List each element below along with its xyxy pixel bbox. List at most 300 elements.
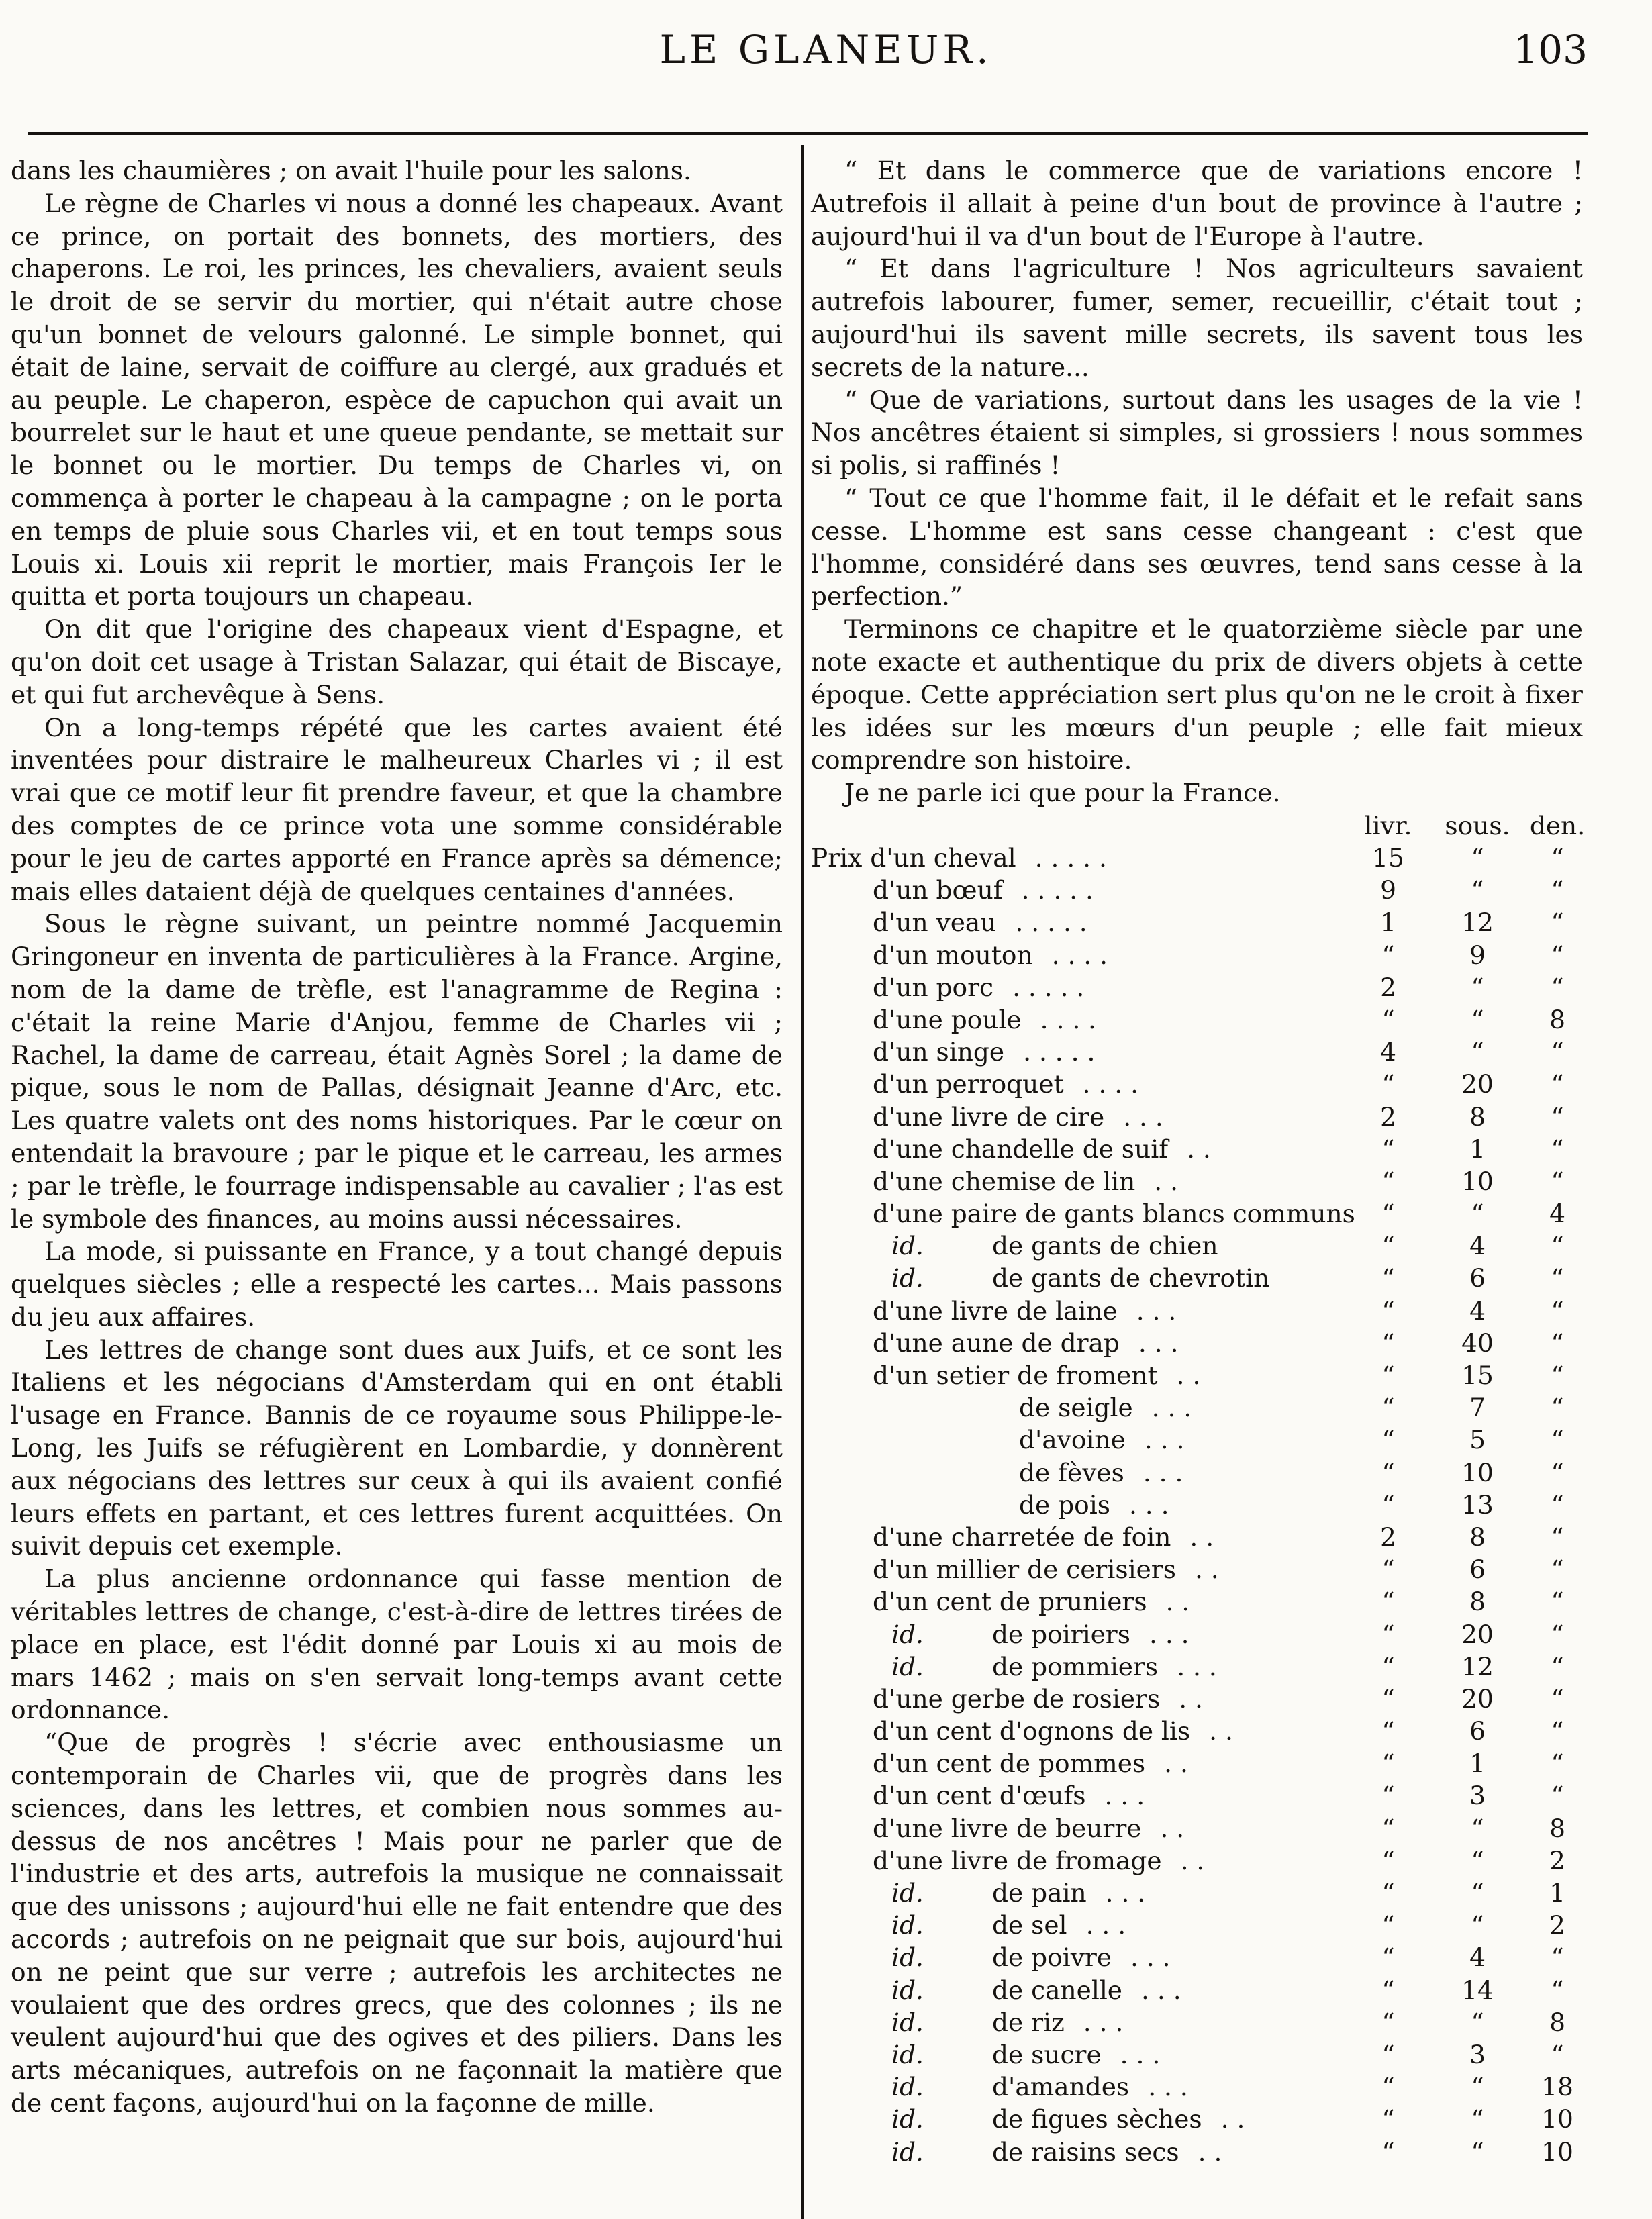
leader-dots: . . bbox=[1165, 1587, 1190, 1617]
leader-dots: . . bbox=[1220, 2104, 1245, 2134]
price-row bbox=[811, 1199, 1583, 1231]
price-item bbox=[891, 1231, 1218, 1261]
leader-dots: . . . . bbox=[1040, 1004, 1097, 1034]
price-row bbox=[811, 2137, 1583, 2169]
price-sous: 10 bbox=[1461, 1166, 1494, 1196]
price-livr: “ bbox=[1381, 1716, 1395, 1746]
price-sous: 1 bbox=[1469, 1134, 1486, 1164]
price-row bbox=[811, 1942, 1583, 1975]
price-den: “ bbox=[1551, 1619, 1564, 1649]
price-item-label: de riz bbox=[992, 2007, 1065, 2037]
paragraph: La mode, si puissante en France, y a tout changé depuis quelques siècles ; elle a respecté les cartes... Mais passons du jeu aux affaires. bbox=[11, 1236, 783, 1332]
price-livr: “ bbox=[1381, 2104, 1395, 2134]
price-item-label: d'un singe bbox=[873, 1037, 1005, 1067]
leader-dots: . . . . . bbox=[1015, 907, 1087, 938]
paragraph: Le règne de Charles vi nous a donné les chapeaux. Avant ce prince, on portait des bonnets, des mortiers, des chaperons. Le roi, les princes, les chevaliers, avaient seuls le droit de se servir du mortier, qui n'était autre chose qu'un bonnet de velours galonné. Le simple bonnet, qui était de laine, servait de coiffure au clergé, aux gradués et au peuple. Le chaperon, espèce de capuchon qui avait un bourrelet sur le haut et une queue pendante, se mettait sur le bonnet ou le mortier. Du temps de Charles vi, on commença à porter le chapeau à la campagne ; on le porta en temps de pluie sous Charles vii, et en tout temps sous Louis xi. Louis xii reprit le mortier, mais François Ier le quitta et porta toujours un chapeau. bbox=[11, 188, 783, 611]
price-sous: “ bbox=[1471, 2072, 1484, 2102]
column-divider bbox=[801, 145, 804, 2219]
price-item-label: d'un bœuf bbox=[873, 875, 1003, 905]
ditto-prefix: id. bbox=[891, 2007, 924, 2037]
paragraph: La plus ancienne ordonnance qui fasse mention de véritables lettres de change, c'est-à-dire de lettres tirées de place en place, est l'édit donné par Louis xi au mois de mars 1462 ; mais on s'en servait long-temps avant cette ordonnance. bbox=[11, 1564, 783, 1725]
price-item-label: d'une charretée de foin bbox=[873, 1522, 1171, 1552]
ditto-prefix: id. bbox=[891, 2039, 924, 2069]
price-item bbox=[873, 1102, 1163, 1132]
price-sous: 8 bbox=[1469, 1587, 1486, 1617]
price-livr: “ bbox=[1381, 1393, 1395, 1423]
leader-dots: . . . bbox=[1144, 1425, 1185, 1455]
leader-dots: . . . . bbox=[1051, 940, 1108, 970]
price-item bbox=[1019, 1393, 1192, 1422]
price-den: “ bbox=[1551, 1683, 1564, 1714]
price-item-label: d'un cent d'œufs bbox=[873, 1781, 1086, 1811]
leader-dots: . . . bbox=[1143, 1457, 1183, 1487]
leader-dots: . . bbox=[1194, 1555, 1219, 1585]
price-sous: 1 bbox=[1469, 1748, 1486, 1779]
price-den: “ bbox=[1551, 1037, 1564, 1067]
price-sous: 10 bbox=[1461, 1457, 1494, 1487]
price-row bbox=[811, 940, 1583, 973]
price-den: “ bbox=[1551, 875, 1564, 905]
price-sous: 40 bbox=[1461, 1328, 1494, 1358]
price-livr: “ bbox=[1381, 1069, 1395, 1099]
price-livr: “ bbox=[1381, 2039, 1395, 2069]
price-item bbox=[873, 1037, 1095, 1067]
price-item-label: d'un setier de froment bbox=[873, 1361, 1158, 1390]
price-sous: “ bbox=[1471, 1037, 1484, 1067]
price-livr: “ bbox=[1381, 1004, 1395, 1034]
price-den: “ bbox=[1551, 1457, 1564, 1487]
price-item bbox=[873, 940, 1108, 970]
page-header bbox=[0, 27, 1652, 87]
ditto-prefix: id. bbox=[891, 2136, 924, 2167]
ditto-prefix: id. bbox=[891, 1231, 924, 1261]
price-item-label: de gants de chien bbox=[992, 1231, 1218, 1261]
price-row bbox=[811, 1587, 1583, 1619]
price-item-label: de pommiers bbox=[992, 1651, 1159, 1681]
price-den: “ bbox=[1551, 1166, 1564, 1196]
price-row bbox=[811, 1652, 1583, 1684]
price-sous: 3 bbox=[1469, 1781, 1486, 1811]
price-item bbox=[891, 2072, 1188, 2102]
price-item-label: d'une gerbe de rosiers bbox=[873, 1683, 1161, 1714]
price-row bbox=[811, 1620, 1583, 1652]
price-livr: “ bbox=[1381, 1878, 1395, 1908]
price-item bbox=[891, 1620, 1189, 1649]
leader-dots: . . . . . bbox=[1034, 843, 1107, 873]
price-item bbox=[873, 1846, 1204, 1875]
column-header-den: den. bbox=[1529, 811, 1586, 840]
price-item-label: d'une livre de beurre bbox=[873, 1813, 1142, 1843]
price-row bbox=[811, 1490, 1583, 1522]
paragraph: Les lettres de change sont dues aux Juifs, et ce sont les Italiens et les négocians d'Amsterdam qui en ont établi l'usage en France. Bannis de ce royaume sous Philippe-le-Long, les Juifs se réfugièrent en Lombardie, y donnèrent aux négocians des lettres sur ceux à qui ils avaient confié leurs effets en partant, et ces lettres furent acquittées. On suivit depuis cet exemple. bbox=[11, 1334, 783, 1561]
price-item-label: Prix d'un cheval bbox=[811, 843, 1016, 873]
price-item bbox=[873, 875, 1094, 905]
price-livr: 9 bbox=[1380, 875, 1396, 905]
price-sous: “ bbox=[1471, 875, 1484, 905]
price-den: “ bbox=[1551, 1361, 1564, 1390]
price-sous: 6 bbox=[1469, 1555, 1486, 1585]
ditto-prefix: id. bbox=[891, 1619, 924, 1649]
price-item bbox=[1019, 1425, 1184, 1454]
price-sous: 7 bbox=[1469, 1393, 1486, 1423]
price-row bbox=[811, 1846, 1583, 1878]
price-sous: 5 bbox=[1469, 1425, 1486, 1455]
price-item-label: d'un porc bbox=[873, 972, 994, 1002]
price-row bbox=[811, 2040, 1583, 2072]
price-sous: 4 bbox=[1469, 1231, 1486, 1261]
ditto-prefix: id. bbox=[891, 1651, 924, 1681]
price-row bbox=[811, 1037, 1583, 1069]
leader-dots: . . bbox=[1187, 1134, 1211, 1164]
price-row bbox=[811, 1910, 1583, 1942]
price-item-label: d'un veau bbox=[873, 907, 997, 938]
price-livr: “ bbox=[1381, 1683, 1395, 1714]
price-sous: “ bbox=[1471, 972, 1484, 1002]
price-den: “ bbox=[1551, 1716, 1564, 1746]
price-row bbox=[811, 1296, 1583, 1328]
price-den: “ bbox=[1551, 1069, 1564, 1099]
paragraph: “ Et dans le commerce que de variations encore ! Autrefois il allait à peine d'un bout de province à l'autre ; aujourd'hui il va d'un bout de l'Europe à l'autre. bbox=[811, 156, 1583, 251]
page-number: 103 bbox=[1513, 27, 1588, 72]
price-item-label: d'un perroquet bbox=[873, 1069, 1064, 1099]
leader-dots: . . . bbox=[1177, 1651, 1217, 1681]
price-livr: “ bbox=[1381, 1263, 1395, 1293]
price-row bbox=[811, 1231, 1583, 1263]
leader-dots: . . bbox=[1209, 1716, 1233, 1746]
paragraph: dans les chaumières ; on avait l'huile pour les salons. bbox=[11, 156, 691, 185]
price-livr: “ bbox=[1381, 1813, 1395, 1843]
price-item bbox=[873, 973, 1084, 1002]
price-den: 8 bbox=[1549, 2007, 1565, 2037]
price-item-label: de pain bbox=[992, 1878, 1087, 1908]
price-sous: “ bbox=[1471, 1199, 1484, 1229]
price-item bbox=[891, 1878, 1145, 1908]
price-item bbox=[873, 1814, 1184, 1843]
price-sous: “ bbox=[1471, 1878, 1484, 1908]
price-item bbox=[891, 2104, 1245, 2134]
price-den: 18 bbox=[1541, 2072, 1573, 2102]
price-item bbox=[873, 1328, 1179, 1358]
right-column bbox=[811, 154, 1583, 809]
price-sous: 8 bbox=[1469, 1522, 1486, 1552]
paragraph: Terminons ce chapitre et le quatorzième siècle par une note exacte et authentique du prix de divers objets à cette époque. Cette appréciation sert plus qu'on ne le croit à fixer les idées sur les mœurs d'un peuple ; elle fait mieux comprendre son histoire. bbox=[811, 614, 1583, 775]
leader-dots: . . . bbox=[1136, 1295, 1177, 1326]
price-sous: 6 bbox=[1469, 1263, 1486, 1293]
price-row bbox=[811, 1393, 1583, 1425]
price-row bbox=[811, 1263, 1583, 1295]
price-sous: 12 bbox=[1461, 907, 1494, 938]
price-item bbox=[891, 1910, 1126, 1940]
price-sous: “ bbox=[1471, 843, 1484, 873]
price-item-label: de gants de chevrotin bbox=[992, 1263, 1270, 1293]
price-livr: “ bbox=[1381, 1457, 1395, 1487]
journal-title: LE GLANEUR. bbox=[659, 27, 993, 72]
price-item-label: d'une paire de gants blancs communs bbox=[873, 1199, 1355, 1229]
price-den: “ bbox=[1551, 1393, 1564, 1423]
price-den: 8 bbox=[1549, 1813, 1565, 1843]
paragraph: Je ne parle ici que pour la France. bbox=[844, 778, 1281, 808]
price-den: “ bbox=[1551, 1134, 1564, 1164]
price-den: 2 bbox=[1549, 1910, 1565, 1940]
leader-dots: . . . bbox=[1105, 1878, 1146, 1908]
price-item bbox=[891, 2008, 1123, 2037]
price-item bbox=[873, 1069, 1138, 1099]
price-row bbox=[811, 1458, 1583, 1490]
price-item-label: de poivre bbox=[992, 1942, 1112, 1973]
price-livr: “ bbox=[1381, 1845, 1395, 1875]
price-item bbox=[811, 843, 1107, 873]
price-row bbox=[811, 907, 1583, 940]
price-den: “ bbox=[1551, 1489, 1564, 1520]
price-sous: “ bbox=[1471, 1910, 1484, 1940]
ditto-prefix: id. bbox=[891, 1910, 924, 1940]
leader-dots: . . . bbox=[1151, 1393, 1192, 1423]
leader-dots: . . . bbox=[1123, 1101, 1163, 1132]
price-item-label: d'une livre de fromage bbox=[873, 1845, 1162, 1875]
price-item-label: de canelle bbox=[992, 1975, 1123, 2005]
price-row bbox=[811, 1102, 1583, 1134]
price-item-label: d'un mouton bbox=[873, 940, 1033, 970]
price-item bbox=[891, 1975, 1181, 2005]
price-livr: “ bbox=[1381, 1166, 1395, 1196]
price-row bbox=[811, 1361, 1583, 1393]
price-sous: 3 bbox=[1469, 2039, 1486, 2069]
price-item bbox=[891, 2040, 1160, 2069]
leader-dots: . . . bbox=[1128, 1489, 1169, 1520]
paragraph: On dit que l'origine des chapeaux vient d'Espagne, et qu'on doit cet usage à Tristan Salazar, qui était de Biscaye, et qui fut archevêque à Sens. bbox=[11, 614, 783, 709]
leader-dots: . . . bbox=[1130, 1942, 1171, 1973]
price-row bbox=[811, 1748, 1583, 1781]
leader-dots: . . bbox=[1160, 1813, 1185, 1843]
price-den: “ bbox=[1551, 940, 1564, 970]
price-item bbox=[873, 907, 1087, 937]
price-item bbox=[873, 1684, 1203, 1714]
price-item bbox=[873, 1587, 1189, 1616]
price-item-label: d'une poule bbox=[873, 1004, 1022, 1034]
price-item bbox=[1019, 1490, 1169, 1520]
price-livr: “ bbox=[1381, 1231, 1395, 1261]
price-den: “ bbox=[1551, 1975, 1564, 2005]
price-sous: 8 bbox=[1469, 1101, 1486, 1132]
price-item-label: d'avoine bbox=[1019, 1425, 1126, 1455]
price-den: “ bbox=[1551, 1651, 1564, 1681]
ditto-prefix: id. bbox=[891, 1942, 924, 1973]
price-item-label: d'un cent de pruniers bbox=[873, 1587, 1147, 1617]
leader-dots: . . bbox=[1198, 2136, 1222, 2167]
price-item bbox=[891, 1942, 1171, 1972]
price-row bbox=[811, 1684, 1583, 1716]
price-den: 4 bbox=[1549, 1199, 1565, 1229]
price-den: “ bbox=[1551, 1263, 1564, 1293]
price-item bbox=[873, 1555, 1219, 1584]
price-den: “ bbox=[1551, 1522, 1564, 1552]
price-item-label: d'une chemise de lin bbox=[873, 1166, 1136, 1196]
price-row bbox=[811, 1425, 1583, 1457]
price-item bbox=[891, 1263, 1269, 1293]
price-livr: “ bbox=[1381, 1975, 1395, 2005]
price-den: 10 bbox=[1541, 2136, 1573, 2167]
paragraph: On a long-temps répété que les cartes avaient été inventées pour distraire le malheureux Charles vi ; il est vrai que ce motif leur fit prendre faveur, et que la chambre des comptes de ce prince vota une somme considérable pour le jeu de cartes apporté en France après sa démence; mais elles dataient déjà de quelques centaines d'années. bbox=[11, 712, 783, 906]
price-item-label: d'amandes bbox=[992, 2072, 1130, 2102]
price-item bbox=[873, 1296, 1176, 1326]
leader-dots: . . . bbox=[1085, 1910, 1126, 1940]
leader-dots: . . . bbox=[1149, 1619, 1189, 1649]
price-item-label: de sucre bbox=[992, 2039, 1102, 2069]
price-livr: 2 bbox=[1380, 972, 1396, 1002]
leader-dots: . . bbox=[1179, 1683, 1203, 1714]
price-row bbox=[811, 1975, 1583, 2008]
price-item-label: de pois bbox=[1019, 1489, 1110, 1520]
price-item bbox=[873, 1361, 1200, 1390]
price-item-label: de seigle bbox=[1019, 1393, 1133, 1423]
price-row bbox=[811, 1878, 1583, 1910]
price-livr: “ bbox=[1381, 1748, 1395, 1779]
price-row bbox=[811, 1716, 1583, 1748]
price-item bbox=[891, 2137, 1222, 2167]
leader-dots: . . bbox=[1176, 1361, 1201, 1390]
price-table bbox=[811, 811, 1586, 2169]
price-den: “ bbox=[1551, 1587, 1564, 1617]
price-sous: 20 bbox=[1461, 1619, 1494, 1649]
leader-dots: . . bbox=[1189, 1522, 1214, 1552]
price-livr: “ bbox=[1381, 1910, 1395, 1940]
ditto-prefix: id. bbox=[891, 2072, 924, 2102]
price-sous: 20 bbox=[1461, 1069, 1494, 1099]
price-livr: 15 bbox=[1372, 843, 1404, 873]
price-den: 2 bbox=[1549, 1845, 1565, 1875]
price-livr: 2 bbox=[1380, 1101, 1396, 1132]
leader-dots: . . . . . bbox=[1021, 875, 1094, 905]
price-row bbox=[811, 1328, 1583, 1361]
price-den: “ bbox=[1551, 1781, 1564, 1811]
price-sous: “ bbox=[1471, 1813, 1484, 1843]
price-sous: “ bbox=[1471, 1845, 1484, 1875]
price-livr: “ bbox=[1381, 1489, 1395, 1520]
price-item-label: de fèves bbox=[1019, 1457, 1124, 1487]
price-livr: “ bbox=[1381, 1361, 1395, 1390]
leader-dots: . . . . . bbox=[1012, 972, 1085, 1002]
price-sous: 13 bbox=[1461, 1489, 1494, 1520]
price-sous: “ bbox=[1471, 2104, 1484, 2134]
price-item-label: d'un cent d'ognons de lis bbox=[873, 1716, 1191, 1746]
price-sous: 4 bbox=[1469, 1942, 1486, 1973]
price-row bbox=[811, 843, 1583, 875]
price-sous: 12 bbox=[1461, 1651, 1494, 1681]
leader-dots: . . . bbox=[1120, 2039, 1161, 2069]
price-den: “ bbox=[1551, 972, 1564, 1002]
price-row bbox=[811, 973, 1583, 1005]
price-item-label: de sel bbox=[992, 1910, 1067, 1940]
price-item bbox=[873, 1748, 1188, 1778]
price-den: “ bbox=[1551, 2039, 1564, 2069]
price-livr: “ bbox=[1381, 2072, 1395, 2102]
price-den: “ bbox=[1551, 1328, 1564, 1358]
price-row bbox=[811, 1134, 1583, 1167]
price-livr: “ bbox=[1381, 1328, 1395, 1358]
price-livr: “ bbox=[1381, 1555, 1395, 1585]
paragraph: “ Et dans l'agriculture ! Nos agriculteurs savaient autrefois labourer, fumer, semer, recueillir, c'était tout ; aujourd'hui ils savent mille secrets, ils savent tous les secrets de la nature... bbox=[811, 254, 1583, 382]
price-table-header bbox=[811, 811, 1586, 843]
price-row bbox=[811, 2072, 1583, 2104]
price-den: “ bbox=[1551, 1425, 1564, 1455]
price-row bbox=[811, 1005, 1583, 1037]
price-livr: 2 bbox=[1380, 1522, 1396, 1552]
price-item bbox=[873, 1199, 1355, 1228]
price-item bbox=[873, 1167, 1178, 1196]
price-sous: 15 bbox=[1461, 1361, 1494, 1390]
price-livr: “ bbox=[1381, 1425, 1395, 1455]
price-row bbox=[811, 2008, 1583, 2040]
price-den: “ bbox=[1551, 1231, 1564, 1261]
price-row bbox=[811, 875, 1583, 907]
leader-dots: . . bbox=[1164, 1748, 1188, 1779]
price-item bbox=[873, 1134, 1211, 1164]
price-sous: 9 bbox=[1469, 940, 1486, 970]
price-item-label: d'une chandelle de suif bbox=[873, 1134, 1169, 1164]
price-item-label: d'un cent de pommes bbox=[873, 1748, 1146, 1779]
price-row bbox=[811, 1781, 1583, 1813]
price-livr: 4 bbox=[1380, 1037, 1396, 1067]
price-item-label: de raisins secs bbox=[992, 2136, 1179, 2167]
price-livr: “ bbox=[1381, 1295, 1395, 1326]
price-item-label: d'un millier de cerisiers bbox=[873, 1555, 1176, 1585]
price-item bbox=[873, 1781, 1145, 1810]
column-header-sous: sous. bbox=[1445, 811, 1510, 840]
leader-dots: . . bbox=[1154, 1166, 1179, 1196]
price-row bbox=[811, 1555, 1583, 1587]
paragraph: “ Que de variations, surtout dans les usages de la vie ! Nos ancêtres étaient si simples, si grossiers ! nous sommes si polis, si raffinés ! bbox=[811, 385, 1583, 481]
leader-dots: . . . bbox=[1083, 2007, 1124, 2037]
price-sous: “ bbox=[1471, 1004, 1484, 1034]
price-sous: 6 bbox=[1469, 1716, 1486, 1746]
price-den: “ bbox=[1551, 907, 1564, 938]
price-item bbox=[873, 1522, 1214, 1552]
price-row bbox=[811, 1167, 1583, 1199]
price-item bbox=[873, 1716, 1233, 1746]
price-row bbox=[811, 2104, 1583, 2136]
left-column bbox=[11, 154, 783, 2120]
price-livr: “ bbox=[1381, 1942, 1395, 1973]
price-item bbox=[891, 1652, 1217, 1681]
price-den: “ bbox=[1551, 1295, 1564, 1326]
price-den: “ bbox=[1551, 1748, 1564, 1779]
header-rule bbox=[28, 132, 1588, 135]
price-sous: “ bbox=[1471, 2136, 1484, 2167]
price-sous: 4 bbox=[1469, 1295, 1486, 1326]
price-den: “ bbox=[1551, 1555, 1564, 1585]
price-den: “ bbox=[1551, 1101, 1564, 1132]
price-den: 8 bbox=[1549, 1004, 1565, 1034]
price-item-label: d'une livre de cire bbox=[873, 1101, 1105, 1132]
price-sous: 14 bbox=[1461, 1975, 1494, 2005]
price-row bbox=[811, 1069, 1583, 1101]
leader-dots: . . . bbox=[1148, 2072, 1188, 2102]
price-livr: 1 bbox=[1380, 907, 1396, 938]
price-den: 1 bbox=[1549, 1878, 1565, 1908]
column-header-livr: livr. bbox=[1364, 811, 1412, 840]
price-livr: “ bbox=[1381, 2136, 1395, 2167]
ditto-prefix: id. bbox=[891, 1878, 924, 1908]
price-livr: “ bbox=[1381, 940, 1395, 970]
leader-dots: . . . bbox=[1141, 1975, 1181, 2005]
price-livr: “ bbox=[1381, 1651, 1395, 1681]
price-den: “ bbox=[1551, 843, 1564, 873]
ditto-prefix: id. bbox=[891, 1975, 924, 2005]
price-item-label: de poiriers bbox=[992, 1619, 1130, 1649]
price-row bbox=[811, 1814, 1583, 1846]
price-item-label: de figues sèches bbox=[992, 2104, 1202, 2134]
leader-dots: . . . . bbox=[1082, 1069, 1139, 1099]
